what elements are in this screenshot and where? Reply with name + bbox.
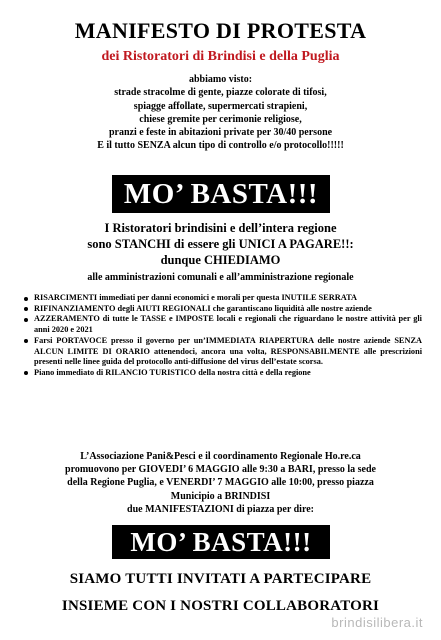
addressees: alle amministrazioni comunali e all’amministrazione regionale [87,272,354,283]
page-title: MANIFESTO DI PROTESTA [74,18,367,43]
announcement-line: promuovono per GIOVEDI’ 6 MAGGIO alle 9:30 a BARI, presso la sede [65,464,376,476]
intro-line: strade stracolme di gente, piazze colorate di tifosi, [114,87,327,99]
watermark: brindisilibera.it [331,615,423,630]
list-item: Farsi PORTAVOCE presso il governo per un’IMMEDIATA RIAPERTURA delle nostre aziende SENZA ALCUN LIMITE DI ORARIO attenendoci, ancora una volta, RESPONSABILMENTE alle prescrizioni presenti nelle linee guida del protocollo anti-diffusione del virus dell’estate scorsa. [22,336,422,368]
mo-basta-banner-top [112,175,330,213]
intro-line: pranzi e feste in abitazioni private per 30/40 persone [108,127,333,139]
page-subtitle: dei Ristoratori di Brindisi e della Puglia [101,49,340,64]
intro-text [0,73,441,153]
statement-line: dunque CHIEDIAMO [160,253,281,267]
statement-line: sono STANCHI di essere gli UNICI A PAGARE!!: [87,237,354,251]
announcement-line: della Regione Puglia, e VENERDI’ 7 MAGGIO alle 10:00, presso piazza [67,477,374,489]
association-announcement [20,450,421,516]
closing-collaborators: INSIEME CON I NOSTRI COLLABORATORI [61,598,380,614]
banner-text: MO’ BASTA!!! [130,527,312,557]
announcement-line: due MANIFESTAZIONI di piazza per dire: [127,503,314,515]
banner-text: MO’ BASTA!!! [123,178,319,210]
mo-basta-banner-bottom [112,525,330,559]
list-item: AZZERAMENTO di tutte le TASSE e IMPOSTE locali e regionali che riguardano le nostre attività per gli anni 2020 e 2021 [22,314,422,335]
intro-line: chiese gremite per cerimonie religiose, [139,113,302,125]
intro-line: abbiamo visto: [188,74,253,85]
tired-statement [0,220,441,268]
demands-list [22,293,422,379]
announcement-line: L’Associazione Pani&Pesci e il coordinamento Regionale Ho.re.ca [80,451,361,462]
list-item: RIFINANZIAMENTO degli AIUTI REGIONALI che garantiscano liquidità alle nostre aziende [22,304,422,315]
closing-invite: SIAMO TUTTI INVITATI A PARTECIPARE [69,571,372,587]
announcement-line: Municipio a BRINDISI [170,490,271,502]
intro-line: spiagge affollate, supermercati strapieni, [133,100,308,112]
intro-line: E il tutto SENZA alcun tipo di controllo e/o protocollo!!!!! [97,140,344,152]
statement-line: I Ristoratori brindisini e dell’intera regione [104,221,337,235]
list-item: Piano immediato di RILANCIO TURISTICO della nostra città e della regione [22,368,422,379]
list-item: RISARCIMENTI immediati per danni economici e morali per questa INUTILE SERRATA [22,293,422,304]
